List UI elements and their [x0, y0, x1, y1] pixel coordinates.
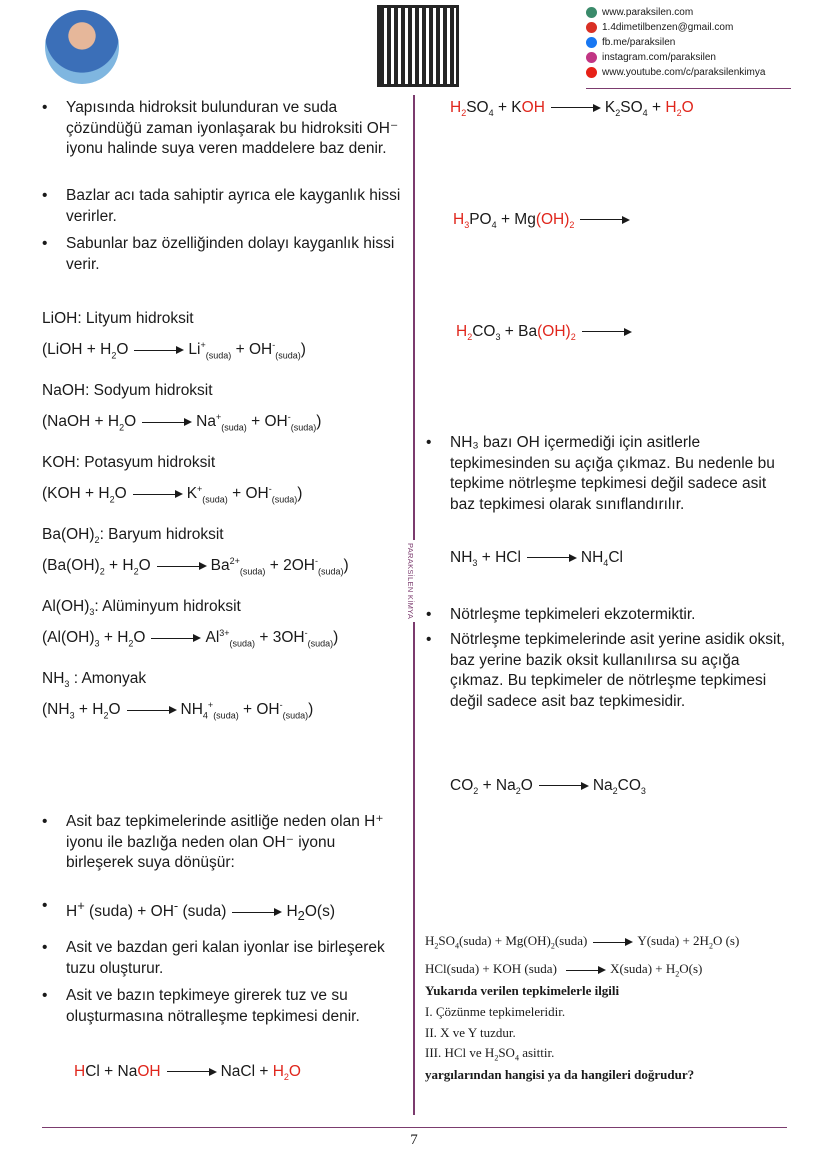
- equation-token: H: [272, 1063, 284, 1080]
- equation-token: (suda): [271, 494, 298, 505]
- question-item-2: [425, 1025, 516, 1041]
- arrow-icon: [232, 912, 280, 913]
- equation-token: III. HCl ve H: [425, 1045, 495, 1060]
- bullet-exothermic: • Nötrleşme tepkimeleri ekzotermiktir.: [426, 605, 790, 626]
- equation-token: 2: [94, 535, 100, 546]
- equation-token: OH: [137, 1063, 161, 1080]
- equation-token: PO: [469, 211, 492, 228]
- bullet-neutralization: • Asit baz tepkimelerinde asitliğe neden olan H⁺ iyonu ile bazlığa neden olan OH⁻ iyonu birleşerek suya dönüşür:: [42, 812, 406, 874]
- footer-rule: [42, 1127, 787, 1128]
- arrow-icon: [133, 494, 181, 495]
- arrow-icon: [167, 1071, 215, 1072]
- equation-token: 2: [99, 566, 105, 577]
- contact-item[interactable]: [586, 20, 765, 35]
- equation-token: 2: [675, 969, 680, 979]
- equation-token: (suda): [282, 710, 309, 721]
- base-name: [42, 526, 224, 545]
- arrow-icon: [142, 422, 190, 423]
- equation-token: 2: [283, 1072, 289, 1083]
- equation-token: K: [604, 99, 616, 116]
- arrow-icon: [527, 557, 575, 558]
- equation-token: NH: [580, 549, 604, 566]
- equation-token: CO: [617, 777, 641, 794]
- equation-token: -: [304, 628, 308, 638]
- arrow-icon: [593, 942, 631, 943]
- base-dissociation-equation: [42, 412, 321, 432]
- author-avatar: [45, 10, 119, 84]
- equation-token: 2: [515, 786, 521, 797]
- base-dissociation-equation: [42, 556, 349, 576]
- arrow-icon: [151, 638, 199, 639]
- equation-token: ): [343, 557, 349, 575]
- equation-token: + Na: [478, 777, 516, 794]
- equation-token: -: [279, 700, 283, 710]
- equation-token: + HCl: [477, 549, 521, 566]
- base-dissociation-equation: [42, 628, 338, 648]
- instagram-icon: [586, 52, 597, 63]
- contact-text: fb.me/paraksilen: [602, 37, 676, 48]
- equation-token: OH: [521, 99, 545, 116]
- equation-token: H: [425, 933, 435, 948]
- equation-token: O (s): [712, 933, 740, 948]
- equation-token: + OH: [227, 485, 269, 503]
- equation-token: H: [74, 1063, 86, 1080]
- equation-token: O: [114, 485, 127, 503]
- equation-token: 2: [103, 710, 109, 721]
- equation-token: KOH: Potasyum hidroksit: [42, 454, 216, 471]
- equation-token: 3: [472, 558, 478, 569]
- base-dissociation-equation: [42, 340, 306, 360]
- equation-token: (NaOH + H: [42, 413, 120, 431]
- equation-token: Ba: [210, 557, 230, 575]
- equation-token: K: [186, 485, 198, 503]
- equation-token: + Ba: [500, 323, 538, 340]
- equation-token: NaOH: Sodyum hidroksit: [42, 382, 213, 399]
- equation-token: 2: [467, 332, 473, 343]
- equation-token: O: [133, 629, 146, 647]
- equation-token: -: [287, 412, 291, 422]
- question-item-3: [425, 1045, 554, 1063]
- base-name: [42, 310, 194, 328]
- equation-token: -: [272, 340, 276, 350]
- equation-token: (LiOH + H: [42, 341, 112, 359]
- equation-token: -: [314, 556, 318, 566]
- contact-list: [586, 5, 765, 80]
- equation-token: +: [200, 340, 206, 350]
- equation-token: LiOH: Lityum hidroksit: [42, 310, 194, 327]
- equation-token: (suda): [205, 350, 232, 361]
- youtube-icon: [586, 67, 597, 78]
- equation-token: H: [665, 99, 677, 116]
- contact-text: www.paraksilen.com: [602, 7, 694, 18]
- equation-token: Y(suda) + 2H: [637, 933, 709, 948]
- equation-token: (suda): [290, 422, 317, 433]
- equation-token: O: [681, 99, 694, 116]
- base-name: [42, 670, 146, 689]
- equation-token: 2: [128, 638, 134, 649]
- equation-token: 4: [455, 941, 460, 951]
- equation-token: SO: [466, 99, 489, 116]
- equation-token: Ba(OH): [42, 526, 95, 543]
- equation-token: ): [308, 701, 314, 719]
- bullet-oxides: • Nötrleşme tepkimelerinde asit yerine asidik oksit, baz yerine bazik oksit kullanılırsa su açığa çıkmaz. Bu tepkimeler de nötrleşme tepkimesi değil sadece asit baz tepkimesidir.: [426, 630, 790, 712]
- equation-h2co3-baoh2: [456, 323, 636, 342]
- equation-token: 2: [109, 494, 115, 505]
- equation-token: + OH: [238, 701, 280, 719]
- equation-token: + OH: [246, 413, 288, 431]
- equation-token: 3: [464, 220, 470, 231]
- equation-token: H: [286, 903, 298, 921]
- equation-token: 4: [202, 710, 208, 721]
- equation-token: 3: [69, 710, 75, 721]
- equation-token: -: [173, 898, 179, 913]
- equation-token: 2: [461, 108, 467, 119]
- equation-token: ): [333, 629, 339, 647]
- arrow-icon: [551, 107, 599, 108]
- equation-token: asittir.: [518, 1045, 555, 1060]
- equation-token: H: [450, 99, 462, 116]
- equation-token: SO: [498, 1045, 515, 1060]
- equation-token: + H: [74, 701, 104, 719]
- equation-token: (suda): [317, 566, 344, 577]
- equation-token: + H: [104, 557, 134, 575]
- equation-token: (OH): [535, 211, 570, 228]
- bullet-soap: • Sabunlar baz özelliğinden dolayı kayganlık hissi verir.: [42, 234, 414, 275]
- equation-token: (OH): [537, 323, 571, 340]
- question-ask: yargılarından hangisi ya da hangileri doğrudur?: [425, 1067, 695, 1082]
- equation-token: 3: [495, 332, 501, 343]
- equation-token: (suda) + Mg(OH): [459, 933, 551, 948]
- equation-token: X(suda) + H: [610, 961, 676, 976]
- contact-text: 1.4dimetilbenzen@gmail.com: [602, 22, 734, 33]
- equation-token: 4: [488, 108, 494, 119]
- equation-token: + 2OH: [265, 557, 315, 575]
- arrow-icon: [580, 219, 628, 220]
- equation-token: H: [453, 211, 465, 228]
- base-dissociation-equation: [42, 484, 302, 504]
- equation-token: : Amonyak: [69, 670, 147, 687]
- equation-token: O: [520, 777, 533, 794]
- equation-token: + OH: [231, 341, 273, 359]
- equation-token: O(s): [304, 903, 335, 921]
- equation-token: SO: [438, 933, 456, 948]
- equation-token: ): [300, 341, 306, 359]
- equation-token: Na: [592, 777, 613, 794]
- base-name: [42, 598, 241, 617]
- equation-token: 4: [491, 220, 497, 231]
- equation-token: O(s): [679, 961, 703, 976]
- equation-h2so4-koh: [450, 99, 694, 118]
- equation-token: +: [647, 99, 666, 116]
- equation-token: 3: [89, 607, 95, 618]
- contact-text: instagram.com/paraksilen: [602, 52, 716, 63]
- equation-token: (suda): [221, 422, 247, 433]
- equation-token: HCl(suda) + KOH (suda): [425, 961, 561, 976]
- equation-token: O: [124, 413, 137, 431]
- equation-token: (suda): [229, 638, 256, 649]
- bullet-nh3: • NH₃ bazı OH içermediği için asitlerle tepkimesinden su açığa çıkmaz. Bu nedenle bu tepkime nötrleşme tepkimesi değil sadece asit baz tepkimesi olarak sınıflandırılır.: [426, 433, 790, 515]
- equation-token: 4: [603, 558, 609, 569]
- arrow-icon: [566, 970, 604, 971]
- equation-token: II. X ve Y tuzdur.: [425, 1025, 516, 1040]
- equation-token: 4: [514, 1053, 519, 1063]
- contact-item[interactable]: [586, 5, 765, 20]
- bullet-salt: • Asit ve bazdan geri kalan iyonlar ise birleşerek tuzu oluşturur.: [42, 938, 406, 979]
- equation-token: : Alüminyum hidroksit: [94, 598, 241, 615]
- header-rule: [586, 88, 791, 89]
- equation-token: I. Çözünme tepkimeleridir.: [425, 1004, 566, 1019]
- arrow-icon: [582, 331, 630, 332]
- equation-token: H: [66, 903, 78, 921]
- equation-token: +: [77, 898, 85, 913]
- equation-token: 4: [642, 108, 648, 119]
- equation-token: (suda) + OH: [84, 903, 174, 921]
- base-name: [42, 454, 215, 472]
- equation-token: 3: [94, 638, 100, 649]
- equation-token: +: [216, 412, 222, 422]
- question-eq-1: [425, 933, 739, 951]
- equation-token: 2: [550, 941, 555, 951]
- question-item-1: [425, 1004, 565, 1020]
- equation-token: 2: [569, 220, 575, 231]
- equation-token: (suda): [178, 903, 227, 921]
- equation-token: ): [297, 485, 303, 503]
- base-name: [42, 382, 213, 400]
- equation-token: 3: [64, 679, 70, 690]
- page-number: 7: [410, 1132, 418, 1148]
- equation-token: + Mg: [496, 211, 536, 228]
- equation-token: O: [138, 557, 151, 575]
- facebook-icon: [586, 37, 597, 48]
- equation-nh3-hcl: [450, 549, 623, 568]
- equation-token: 2: [119, 422, 125, 433]
- equation-token: (Ba(OH): [42, 557, 100, 575]
- arrow-icon: [539, 785, 587, 786]
- equation-token: O: [288, 1063, 301, 1080]
- equation-token: 2: [297, 908, 305, 924]
- equation-token: ): [316, 413, 322, 431]
- equation-token: (NH: [42, 701, 70, 719]
- bullet-water-eq: [42, 896, 335, 927]
- globe-icon: [586, 7, 597, 18]
- equation-token: + H: [99, 629, 129, 647]
- equation-token: (suda): [554, 933, 588, 948]
- equation-token: (suda): [275, 350, 301, 361]
- contact-item[interactable]: [586, 65, 765, 80]
- qr-code: [380, 8, 456, 84]
- bullet-base-definition: • Yapısında hidroksit bulunduran ve suda çözündüğü zaman iyonlaşarak bu hidroksiti OH⁻ iyonu halinde suya veren maddelere baz denir.: [42, 98, 414, 160]
- equation-token: +: [207, 700, 214, 710]
- contact-item[interactable]: [586, 35, 765, 50]
- equation-token: (suda): [213, 710, 239, 721]
- equation-token: 2+: [229, 556, 240, 566]
- contact-item[interactable]: [586, 50, 765, 65]
- equation-token: CO: [472, 323, 496, 340]
- equation-token: 2: [434, 941, 439, 951]
- gmail-icon: [586, 22, 597, 33]
- equation-token: 2: [570, 332, 576, 343]
- equation-token: 3+: [219, 628, 230, 638]
- equation-token: (suda): [239, 566, 266, 577]
- equation-token: NH: [450, 549, 473, 566]
- equation-token: Cl: [608, 549, 623, 566]
- equation-token: NH: [42, 670, 65, 687]
- equation-token: NaCl +: [220, 1063, 273, 1080]
- question-stem: Yukarıda verilen tepkimelerle ilgili: [425, 983, 620, 998]
- equation-co2-na2o: [450, 777, 646, 796]
- equation-token: Cl + Na: [85, 1063, 138, 1080]
- arrow-icon: [134, 350, 182, 351]
- equation-token: NH: [180, 701, 203, 719]
- equation-token: (KOH + H: [42, 485, 110, 503]
- equation-token: 2: [676, 108, 682, 119]
- equation-token: : Baryum hidroksit: [99, 526, 224, 543]
- equation-token: SO: [620, 99, 643, 116]
- equation-token: 2: [473, 786, 479, 797]
- equation-token: Al(OH): [42, 598, 90, 615]
- contact-text: www.youtube.com/c/paraksilenkimya: [602, 67, 766, 78]
- equation-token: 2: [133, 566, 139, 577]
- equation-token: 2: [612, 786, 618, 797]
- bullet-definition: • Asit ve bazın tepkimeye girerek tuz ve su oluşturmasına nötralleşme tepkimesi denir.: [42, 986, 411, 1027]
- equation-token: 2: [708, 941, 713, 951]
- equation-token: Al: [205, 629, 220, 647]
- arrow-icon: [157, 566, 205, 567]
- side-label: PARAKSİLEN KİMYA: [406, 540, 415, 622]
- equation-token: -: [268, 484, 272, 494]
- equation-token: 2: [111, 350, 117, 361]
- equation-token: 2: [615, 108, 621, 119]
- equation-token: + K: [493, 99, 522, 116]
- equation-token: H: [456, 323, 468, 340]
- equation-h3po4-mgoh2: [453, 211, 634, 230]
- equation-token: O: [116, 341, 129, 359]
- equation-token: Na: [196, 413, 216, 431]
- base-dissociation-equation: [42, 700, 313, 720]
- bullet-bitter-taste: • Bazlar acı tada sahiptir ayrıca ele kayganlık hissi verirler.: [42, 186, 414, 227]
- equation-token: (suda): [307, 638, 334, 649]
- equation-token: O: [108, 701, 121, 719]
- equation-token: 2: [494, 1053, 499, 1063]
- arrow-icon: [127, 710, 175, 711]
- equation-token: 3: [640, 786, 646, 797]
- equation-token: Li: [188, 341, 201, 359]
- equation-token: CO: [450, 777, 474, 794]
- equation-token: +: [197, 484, 203, 494]
- equation-token: (Al(OH): [42, 629, 95, 647]
- equation-hcl-naoh: [74, 1063, 301, 1082]
- equation-token: (suda): [202, 494, 228, 505]
- question-eq-2: [425, 961, 702, 979]
- equation-token: + 3OH: [255, 629, 305, 647]
